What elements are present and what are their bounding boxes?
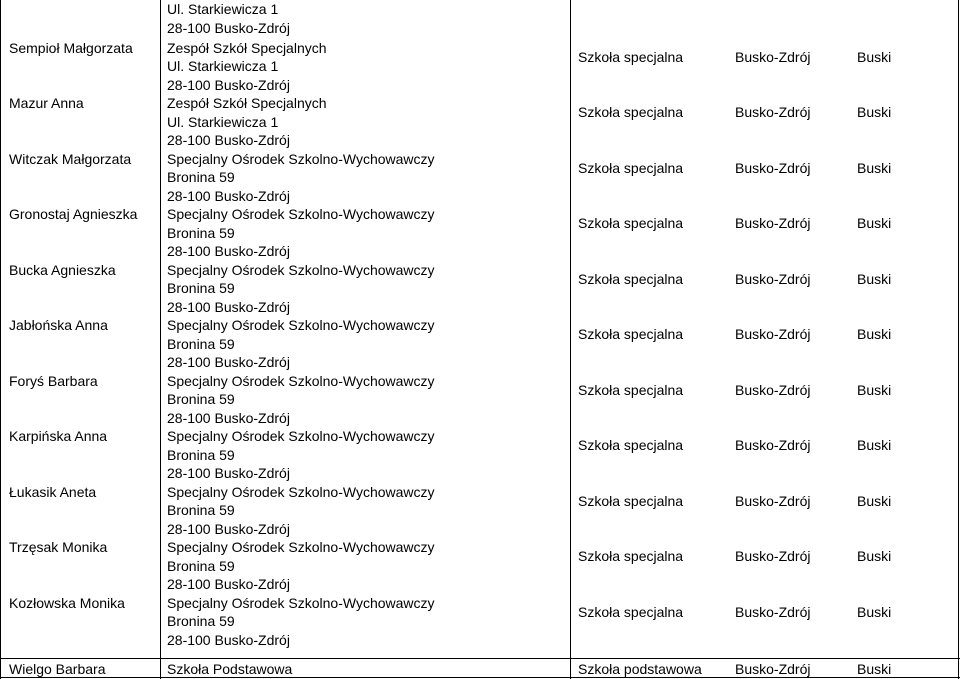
school-type: Szkoła specjalna bbox=[578, 603, 684, 620]
address-line: Specjalny Ośrodek Szkolno-Wychowawczy bbox=[167, 150, 435, 167]
address-line: 28-100 Busko-Zdrój bbox=[167, 243, 290, 259]
person-name: Gronostaj Agnieszka bbox=[9, 206, 138, 222]
address-line: Bronina 59 bbox=[167, 280, 235, 296]
address-line: 28-100 Busko-Zdrój bbox=[167, 520, 290, 537]
address-line: 28-100 Busko-Zdrój bbox=[167, 76, 290, 93]
county: Buski bbox=[857, 437, 892, 454]
county: Buski bbox=[857, 215, 892, 232]
person-name: Łukasik Aneta bbox=[9, 483, 97, 500]
city: Busko-Zdrój bbox=[735, 548, 811, 565]
school-type: Szkoła specjalna bbox=[578, 215, 684, 232]
address-line: Specjalny Ośrodek Szkolno-Wychowawczy bbox=[167, 539, 435, 555]
school-type: Szkoła specjalna bbox=[578, 492, 684, 509]
city: Busko-Zdrój bbox=[735, 270, 811, 287]
county: Buski bbox=[857, 381, 892, 398]
person-name: Sempioł Małgorzata bbox=[9, 39, 133, 56]
table-border-bottom bbox=[0, 677, 960, 678]
school-type: Szkoła specjalna bbox=[578, 270, 684, 287]
person-name: Foryś Barbara bbox=[9, 372, 98, 389]
address-line: Bronina 59 bbox=[167, 557, 235, 574]
city: Busko-Zdrój bbox=[735, 215, 811, 232]
address-line: 28-100 Busko-Zdrój bbox=[167, 354, 290, 370]
city: Busko-Zdrój bbox=[735, 492, 811, 509]
address-line: 28-100 Busko-Zdrój bbox=[167, 187, 290, 204]
address-line: Ul. Starkiewicza 1 bbox=[167, 58, 279, 74]
city: Busko-Zdrój bbox=[735, 603, 811, 620]
school-type: Szkoła specjalna bbox=[578, 381, 684, 398]
person-name: Wielgo Barbara bbox=[9, 661, 106, 677]
address-line: Bronina 59 bbox=[167, 335, 235, 352]
row-separator bbox=[0, 658, 960, 659]
school-type: Szkoła specjalna bbox=[578, 104, 684, 121]
person-name: Karpińska Anna bbox=[9, 428, 108, 444]
address-line: Ul. Starkiewicza 1 bbox=[167, 1, 279, 17]
city: Busko-Zdrój bbox=[735, 159, 811, 176]
address-line: Specjalny Ośrodek Szkolno-Wychowawczy bbox=[167, 594, 435, 611]
county: Buski bbox=[857, 159, 892, 176]
address-line: Specjalny Ośrodek Szkolno-Wychowawczy bbox=[167, 372, 435, 389]
address-line: 28-100 Busko-Zdrój bbox=[167, 409, 290, 426]
address-line: Bronina 59 bbox=[167, 502, 235, 518]
city: Busko-Zdrój bbox=[735, 104, 811, 121]
address-line: 28-100 Busko-Zdrój bbox=[167, 576, 290, 592]
address-line: Specjalny Ośrodek Szkolno-Wychowawczy bbox=[167, 261, 435, 278]
address-line: Bronina 59 bbox=[167, 613, 235, 629]
address-line: 28-100 Busko-Zdrój bbox=[167, 631, 290, 648]
school-type: Szkoła specjalna bbox=[578, 548, 684, 565]
person-name: Bucka Agnieszka bbox=[9, 261, 116, 278]
table-border-left bbox=[0, 0, 1, 679]
table-border-right bbox=[958, 0, 959, 679]
school-type: Szkoła specjalna bbox=[578, 48, 684, 65]
column-divider-2 bbox=[570, 0, 571, 679]
city: Busko-Zdrój bbox=[735, 381, 811, 398]
city: Busko-Zdrój bbox=[735, 661, 811, 677]
column-divider-1 bbox=[160, 0, 161, 679]
school-type: Szkoła specjalna bbox=[578, 159, 684, 176]
county: Buski bbox=[857, 48, 892, 65]
address-line: Bronina 59 bbox=[167, 391, 235, 407]
city: Busko-Zdrój bbox=[735, 48, 811, 65]
address-line: Specjalny Ośrodek Szkolno-Wychowawczy bbox=[167, 483, 435, 500]
school-type: Szkoła podstawowa bbox=[578, 661, 702, 677]
address-line: Szkoła Podstawowa bbox=[167, 661, 293, 677]
address-line: Bronina 59 bbox=[167, 446, 235, 463]
address-line: Specjalny Ośrodek Szkolno-Wychowawczy bbox=[167, 317, 435, 333]
address-line: Ul. Starkiewicza 1 bbox=[167, 113, 279, 130]
county: Buski bbox=[857, 104, 892, 121]
person-name: Witczak Małgorzata bbox=[9, 150, 132, 167]
county: Buski bbox=[857, 548, 892, 565]
person-name: Mazur Anna bbox=[9, 95, 84, 111]
person-name: Jabłońska Anna bbox=[9, 317, 108, 333]
address-line: 28-100 Busko-Zdrój bbox=[167, 19, 290, 36]
address-line: Zespół Szkół Specjalnych bbox=[167, 95, 327, 111]
county: Buski bbox=[857, 603, 892, 620]
county: Buski bbox=[857, 661, 892, 677]
address-line: Specjalny Ośrodek Szkolno-Wychowawczy bbox=[167, 206, 435, 222]
address-line: Zespół Szkół Specjalnych bbox=[167, 39, 327, 56]
city: Busko-Zdrój bbox=[735, 437, 811, 454]
county: Buski bbox=[857, 326, 892, 343]
person-name: Trzęsak Monika bbox=[9, 539, 108, 555]
address-line: Bronina 59 bbox=[167, 224, 235, 241]
address-line: 28-100 Busko-Zdrój bbox=[167, 132, 290, 148]
address-line: Specjalny Ośrodek Szkolno-Wychowawczy bbox=[167, 428, 435, 444]
county: Buski bbox=[857, 492, 892, 509]
address-line: 28-100 Busko-Zdrój bbox=[167, 298, 290, 315]
school-type: Szkoła specjalna bbox=[578, 326, 684, 343]
address-line: 28-100 Busko-Zdrój bbox=[167, 465, 290, 481]
city: Busko-Zdrój bbox=[735, 326, 811, 343]
person-name: Kozłowska Monika bbox=[9, 594, 125, 611]
school-type: Szkoła specjalna bbox=[578, 437, 684, 454]
county: Buski bbox=[857, 270, 892, 287]
address-line: Bronina 59 bbox=[167, 169, 235, 185]
